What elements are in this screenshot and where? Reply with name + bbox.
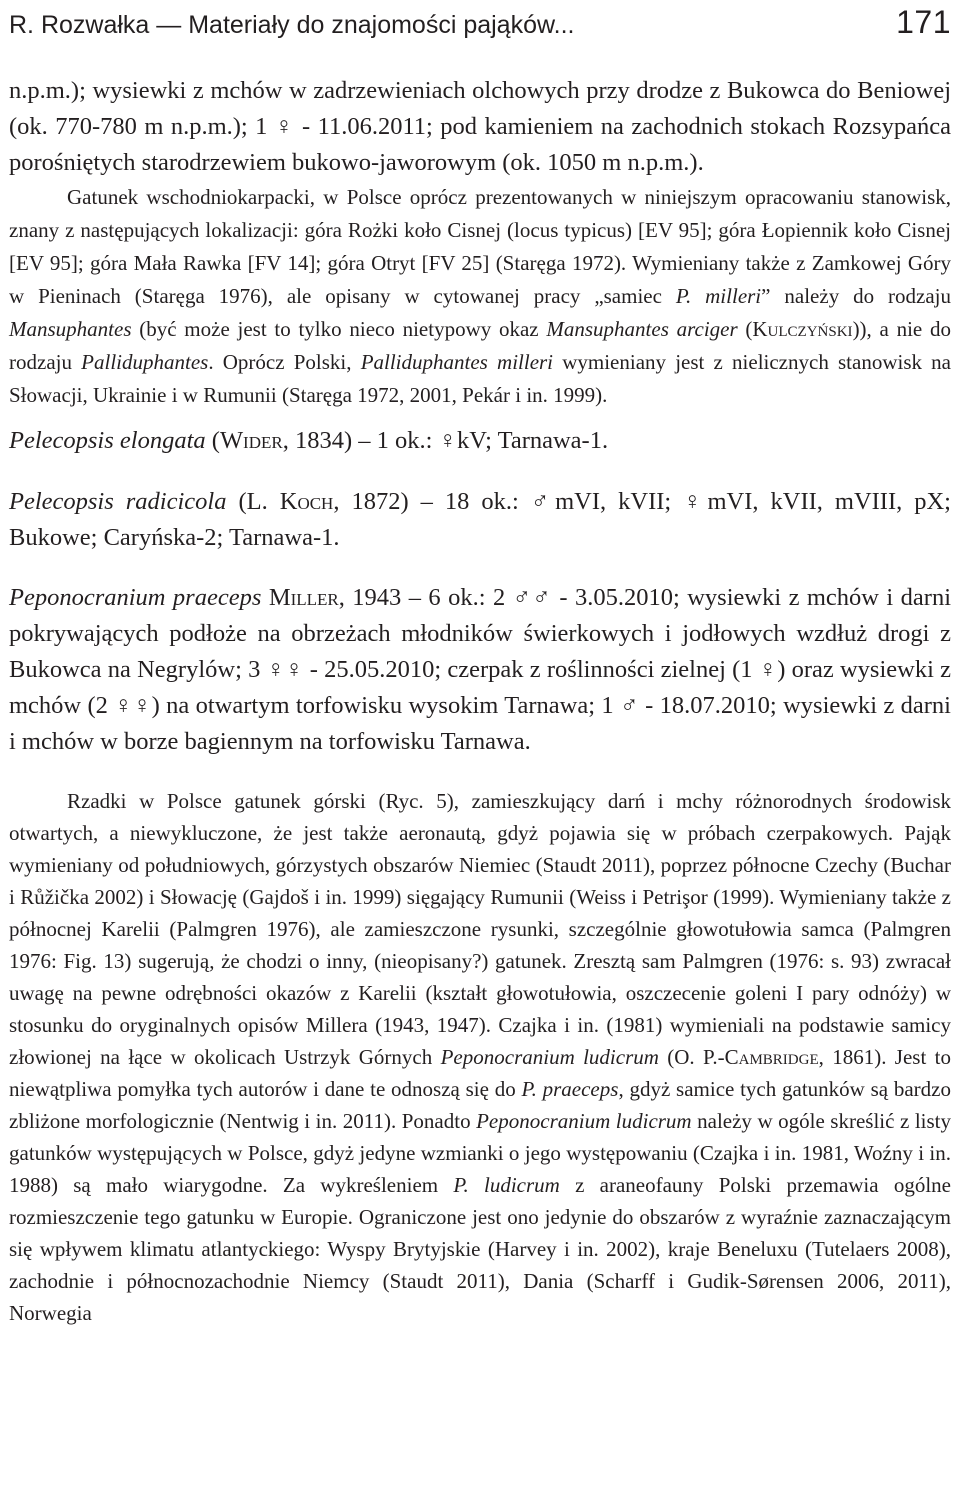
- discussion-author-smallcaps: Cambridge: [724, 1044, 819, 1069]
- discussion-text: , gdyż samice tych gatunków są bardzo zbliżone morfologicznie (Nentwig i in. 2011). Ponadto: [9, 1076, 951, 1133]
- species-author: Koch: [279, 487, 334, 515]
- species-entry-pelecopsis-elongata: [9, 423, 951, 459]
- note-text: (być może jest to tylko nieco nietypowy okaz: [131, 317, 547, 341]
- note-italic-taxon: Palliduphantes: [81, 350, 209, 374]
- note-italic-taxon: P. milleri: [675, 284, 762, 308]
- page-number: 171: [896, 4, 951, 40]
- discussion-text: Rzadki w Polsce gatunek górski (Ryc. 5), zamieszkujący darń i mchy różnorodnych środowisk otwartych, a niewykluczone, że jest także aeronautą, gdyż pojawia się w próbach czerpakowych. Pająk wymieniany od południowych, górzystych obszarów Niemiec (Staudt 2011), poprzez północne Czechy (Buchar i Růžička 2002) i Słowację (Gajdoš i in. 1999) sięgający Rumunii (Weiss i Petrişor (1999). Wymieniany także z północnej Karelii (Palmgren 1976), ale zamieszczone rysunki, szczególnie głowotułowia samca (Palmgren 1976: Fig. 13) sugerują, że chodzi o inny, (nieopisany?) gatunek. Zresztą sam Palmgren (1976: s. 93) zwracał uwagę na pewne odrębności okazów z Karelii (kształt głowotułowia, oszczecenie goleni I pary odnóży) w stosunku do oryginalnych opisów Millera (1943, 1947). Czajka i in. (1981) wymieniali na podstawie samicy złowionej na łące w okolicach Ustrzyk Górnych: [9, 788, 951, 1069]
- species-note-paragraph: [9, 181, 951, 412]
- species-text: [261, 584, 268, 611]
- note-text: (: [737, 317, 753, 341]
- note-italic-taxon: Mansuphantes: [9, 317, 132, 341]
- note-author-smallcaps: Kulczyński: [752, 317, 853, 341]
- species-entry-peponocranium-praeceps: [9, 580, 951, 760]
- species-author: Wider: [219, 427, 283, 454]
- discussion-text: (O. P.-: [658, 1044, 725, 1069]
- running-title: R. Rozwałka — Materiały do znajomości pająków...: [9, 11, 575, 39]
- species-name: Pelecopsis elongata: [9, 427, 206, 454]
- note-italic-taxon: Mansuphantes arciger: [546, 317, 738, 341]
- species-name: Pelecopsis radicicola: [9, 487, 227, 515]
- discussion-text: z araneofauny Polski przemawia ogólne rozmieszczenie tego gatunku w Europie. Ograniczone jest ono jedynie do obszarów z wyraźnie zaznaczającym się wpływem klimatu atlantyckiego: Wyspy Brytyjskie (Harvey i in. 2002), kraje Beneluxu (Tutelaers 2008), zachodnie i północnozachodnie Niemcy (Staudt 2011), Dania (Scharff i Gudik-Sørensen 2006, 2011), Norwegia: [9, 1172, 951, 1325]
- note-text: wymieniany jest z nielicznych stanowisk na Słowacji, Ukrainie i w Rumunii (Staręga 1972, 2001, Pekár i in. 1999).: [9, 350, 951, 407]
- intro-paragraph: n.p.m.); wysiewki z mchów w zadrzewieniach olchowych przy drodze z Bukowca do Beniowej (ok. 770-780 m n.p.m.); 1 ♀ - 11.06.2011; pod kamieniem na zachodnich stokach Rozsypańca porośniętych starodrzewiem bukowo-jaworowym (ok. 1050 m n.p.m.).: [9, 77, 951, 176]
- species-text: (: [205, 427, 220, 454]
- species-records: , 1872) – 18 ok.: ♂mVI, kVII; ♀mVI, kVII, mVIII, pX; Bukowe; Caryńska-2; Tarnawa-1.: [9, 487, 951, 551]
- species-text: (L.: [226, 487, 280, 515]
- note-text: )), a nie do rodzaju: [9, 317, 951, 374]
- species-author: Miller: [268, 584, 339, 611]
- page-body: [9, 73, 951, 1329]
- discussion-italic-taxon: P. praeceps: [521, 1076, 619, 1101]
- species-name: Peponocranium praeceps: [9, 584, 262, 611]
- note-text: Gatunek wschodniokarpacki, w Polsce oprócz prezentowanych w niniejszym opracowaniu stanowisk, znany z następujących lokalizacji: góra Rożki koło Cisnej (locus typicus) [EV 95]; góra Łopiennik koło Cisnej [EV 95]; góra Mała Rawka [FV 14]; góra Otryt [FV 25] (Staręga 1972). Wymieniany także z Zamkowej Góry w Pieninach (Staręga 1976), ale opisany w cytowanej pracy „samiec: [9, 185, 951, 308]
- discussion-text: , 1861). Jest to niewątpliwa pomyłka tych autorów i dane te odnoszą się do: [9, 1044, 951, 1101]
- discussion-text: należy w ogóle skreślić z listy gatunków występujących w Polsce, gdyż jedyne wzmianki o jego występowaniu (Czajka i in. 1981, Woźny i in. 1988) są mało wiarygodne. Za wykreśleniem: [9, 1108, 951, 1197]
- note-text: ” należy do rodzaju: [761, 284, 951, 308]
- species-records: , 1943 – 6 ok.: 2 ♂♂ - 3.05.2010; wysiewki z mchów i darni pokrywających podłoże na obrzeżach młodników świerkowych i jodłowych wzdłuż drogi z Bukowca na Negrylów; 3 ♀♀ - 25.05.2010; czerpak z roślinności zielnej (1 ♀) oraz wysiewki z mchów (2 ♀♀) na otwartym torfowisku wysokim Tarnawa; 1 ♂ - 18.07.2010; wysiewki z darni i mchów w borze bagiennym na torfowisku Tarnawa.: [9, 584, 952, 755]
- running-head: [9, 4, 951, 41]
- discussion-paragraph: [9, 785, 951, 1329]
- note-text: . Oprócz Polski,: [208, 350, 361, 374]
- discussion-italic-taxon: Peponocranium ludicrum: [476, 1108, 692, 1133]
- discussion-italic-taxon: Peponocranium ludicrum: [440, 1044, 659, 1069]
- species-records: , 1834) – 1 ok.: ♀kV; Tarnawa-1.: [282, 427, 609, 454]
- note-italic-taxon: Palliduphantes milleri: [360, 350, 554, 374]
- discussion-italic-taxon: P. ludicrum: [453, 1172, 560, 1197]
- species-entry-pelecopsis-radicicola: [9, 484, 951, 556]
